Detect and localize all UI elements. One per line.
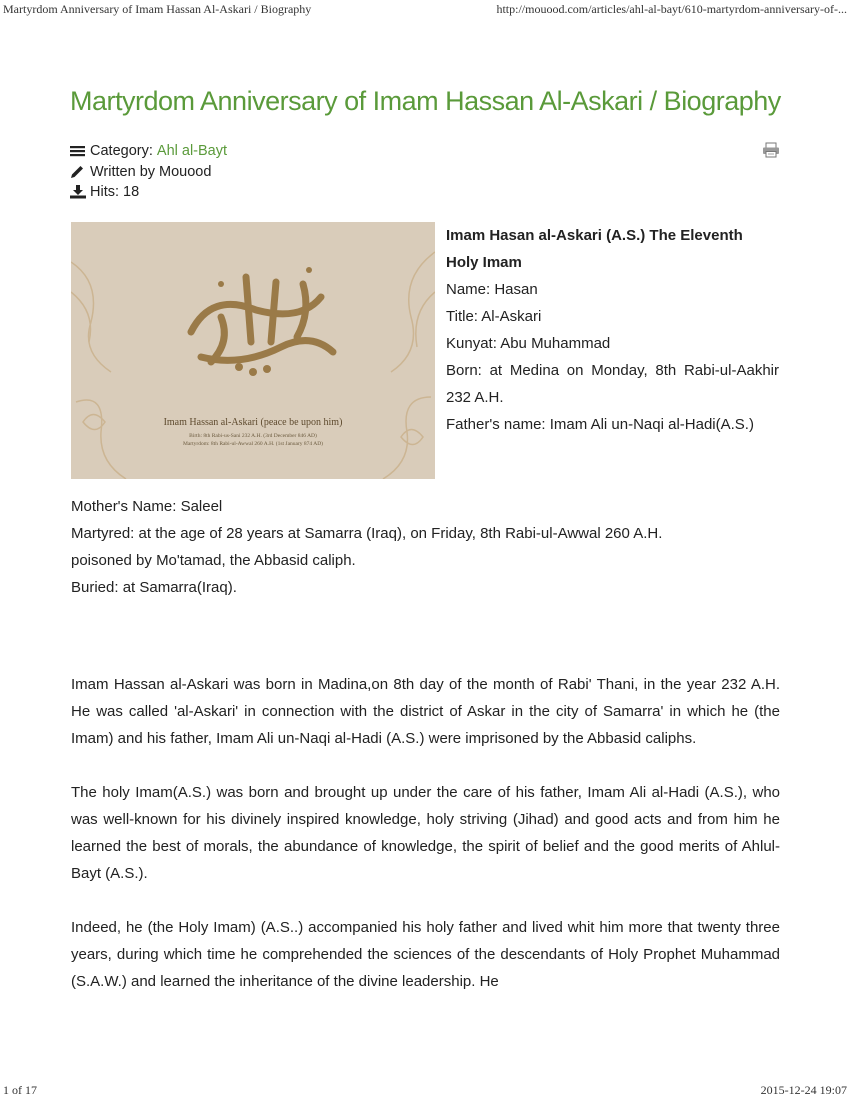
pencil-icon	[70, 165, 86, 179]
print-header-title: Martyrdom Anniversary of Imam Hassan Al-Askari / Biography	[3, 2, 312, 16]
fact-kunyat: Kunyat: Abu Muhammad	[446, 335, 611, 352]
calligraphy-artwork	[71, 222, 435, 479]
hits-row	[70, 182, 227, 203]
fact-continued	[71, 493, 781, 601]
category-label: Category:	[90, 143, 153, 160]
printer-icon[interactable]	[762, 142, 780, 158]
fact-born: Born: at Medina on Monday, 8th Rabi-ul-Aakhir 232 A.H.	[446, 362, 779, 406]
hits-value: 18	[123, 184, 140, 201]
fact-mother: Mother's Name: Saleel	[71, 498, 223, 515]
author-text: Written by Mouood	[90, 163, 212, 180]
image-line-birth: Birth: 8th Rabi-us-Sani 232 A.H. (3rd December 846 AD)	[189, 433, 317, 439]
fact-father: Father's name: Imam Ali un-Naqi al-Hadi(A.S.)	[446, 416, 754, 433]
category-link[interactable]: Ahl al-Bayt	[156, 143, 228, 160]
author-row	[70, 162, 227, 183]
article-meta	[70, 141, 227, 203]
fact-buried: Buried: at Samarra(Iraq).	[71, 579, 237, 596]
fact-martyred-cont: poisoned by Mo'tamad, the Abbasid caliph.	[71, 552, 356, 569]
article-body	[71, 671, 780, 1022]
body-paragraph: The holy Imam(A.S.) was born and brought up under the care of his father, Imam Ali al-Hadi (A.S.), who was well-known for his divinely inspired knowledge, holy striving (Jihad) and good acts and from him he learned the best of morals, the abundance of knowledge, the spirit of belief and the good merits of Ahlul-Bayt (A.S.).	[71, 784, 780, 882]
category-row	[70, 141, 227, 162]
print-header-url: http://mouood.com/articles/ahl-al-bayt/610-martyrdom-anniversary-of-...	[496, 2, 847, 16]
hits-label: Hits:	[90, 184, 119, 201]
fact-martyred: Martyred: at the age of 28 years at Samarra (Iraq), on Friday, 8th Rabi-ul-Awwal 260 A.H.	[71, 525, 663, 542]
page-counter: 1 of 17	[3, 1083, 37, 1097]
article-heading: Imam Hasan al-Askari (A.S.) The Eleventh Holy Imam	[446, 227, 743, 271]
image-line-martyrdom: Martyrdom: 8th Rabi-ul-Awwal 260 A.H. (1st January 874 AD)	[182, 441, 324, 447]
download-icon	[70, 185, 86, 199]
fact-sidebar	[446, 222, 779, 438]
article-title[interactable]: Martyrdom Anniversary of Imam Hassan Al-Askari / Biography	[70, 86, 781, 116]
article-image	[71, 222, 435, 479]
print-footer	[0, 1082, 850, 1100]
image-caption: Imam Hassan al-Askari (peace be upon him)	[163, 417, 343, 428]
list-icon	[70, 144, 86, 158]
body-paragraph: Indeed, he (the Holy Imam) (A.S..) accompanied his holy father and lived whit him more that twenty three years, during which time he comprehended the sciences of the descendants of Holy Prophet Muhammad (S.A.W.) and learned the inheritance of the divine leadership. He	[71, 919, 780, 990]
print-header	[0, 0, 850, 18]
body-paragraph: Imam Hassan al-Askari was born in Madina,on 8th day of the month of Rabi' Thani, in the year 232 A.H. He was called 'al-Askari' in connection with the district of Askar in the city of Samarra' in which he (the Imam) and his father, Imam Ali un-Naqi al-Hadi (A.S.) were imprisoned by the Abbasid caliphs.	[71, 676, 780, 747]
fact-title: Title: Al-Askari	[446, 308, 542, 325]
fact-name: Name: Hasan	[446, 281, 538, 298]
print-datetime: 2015-12-24 19:07	[760, 1083, 847, 1097]
